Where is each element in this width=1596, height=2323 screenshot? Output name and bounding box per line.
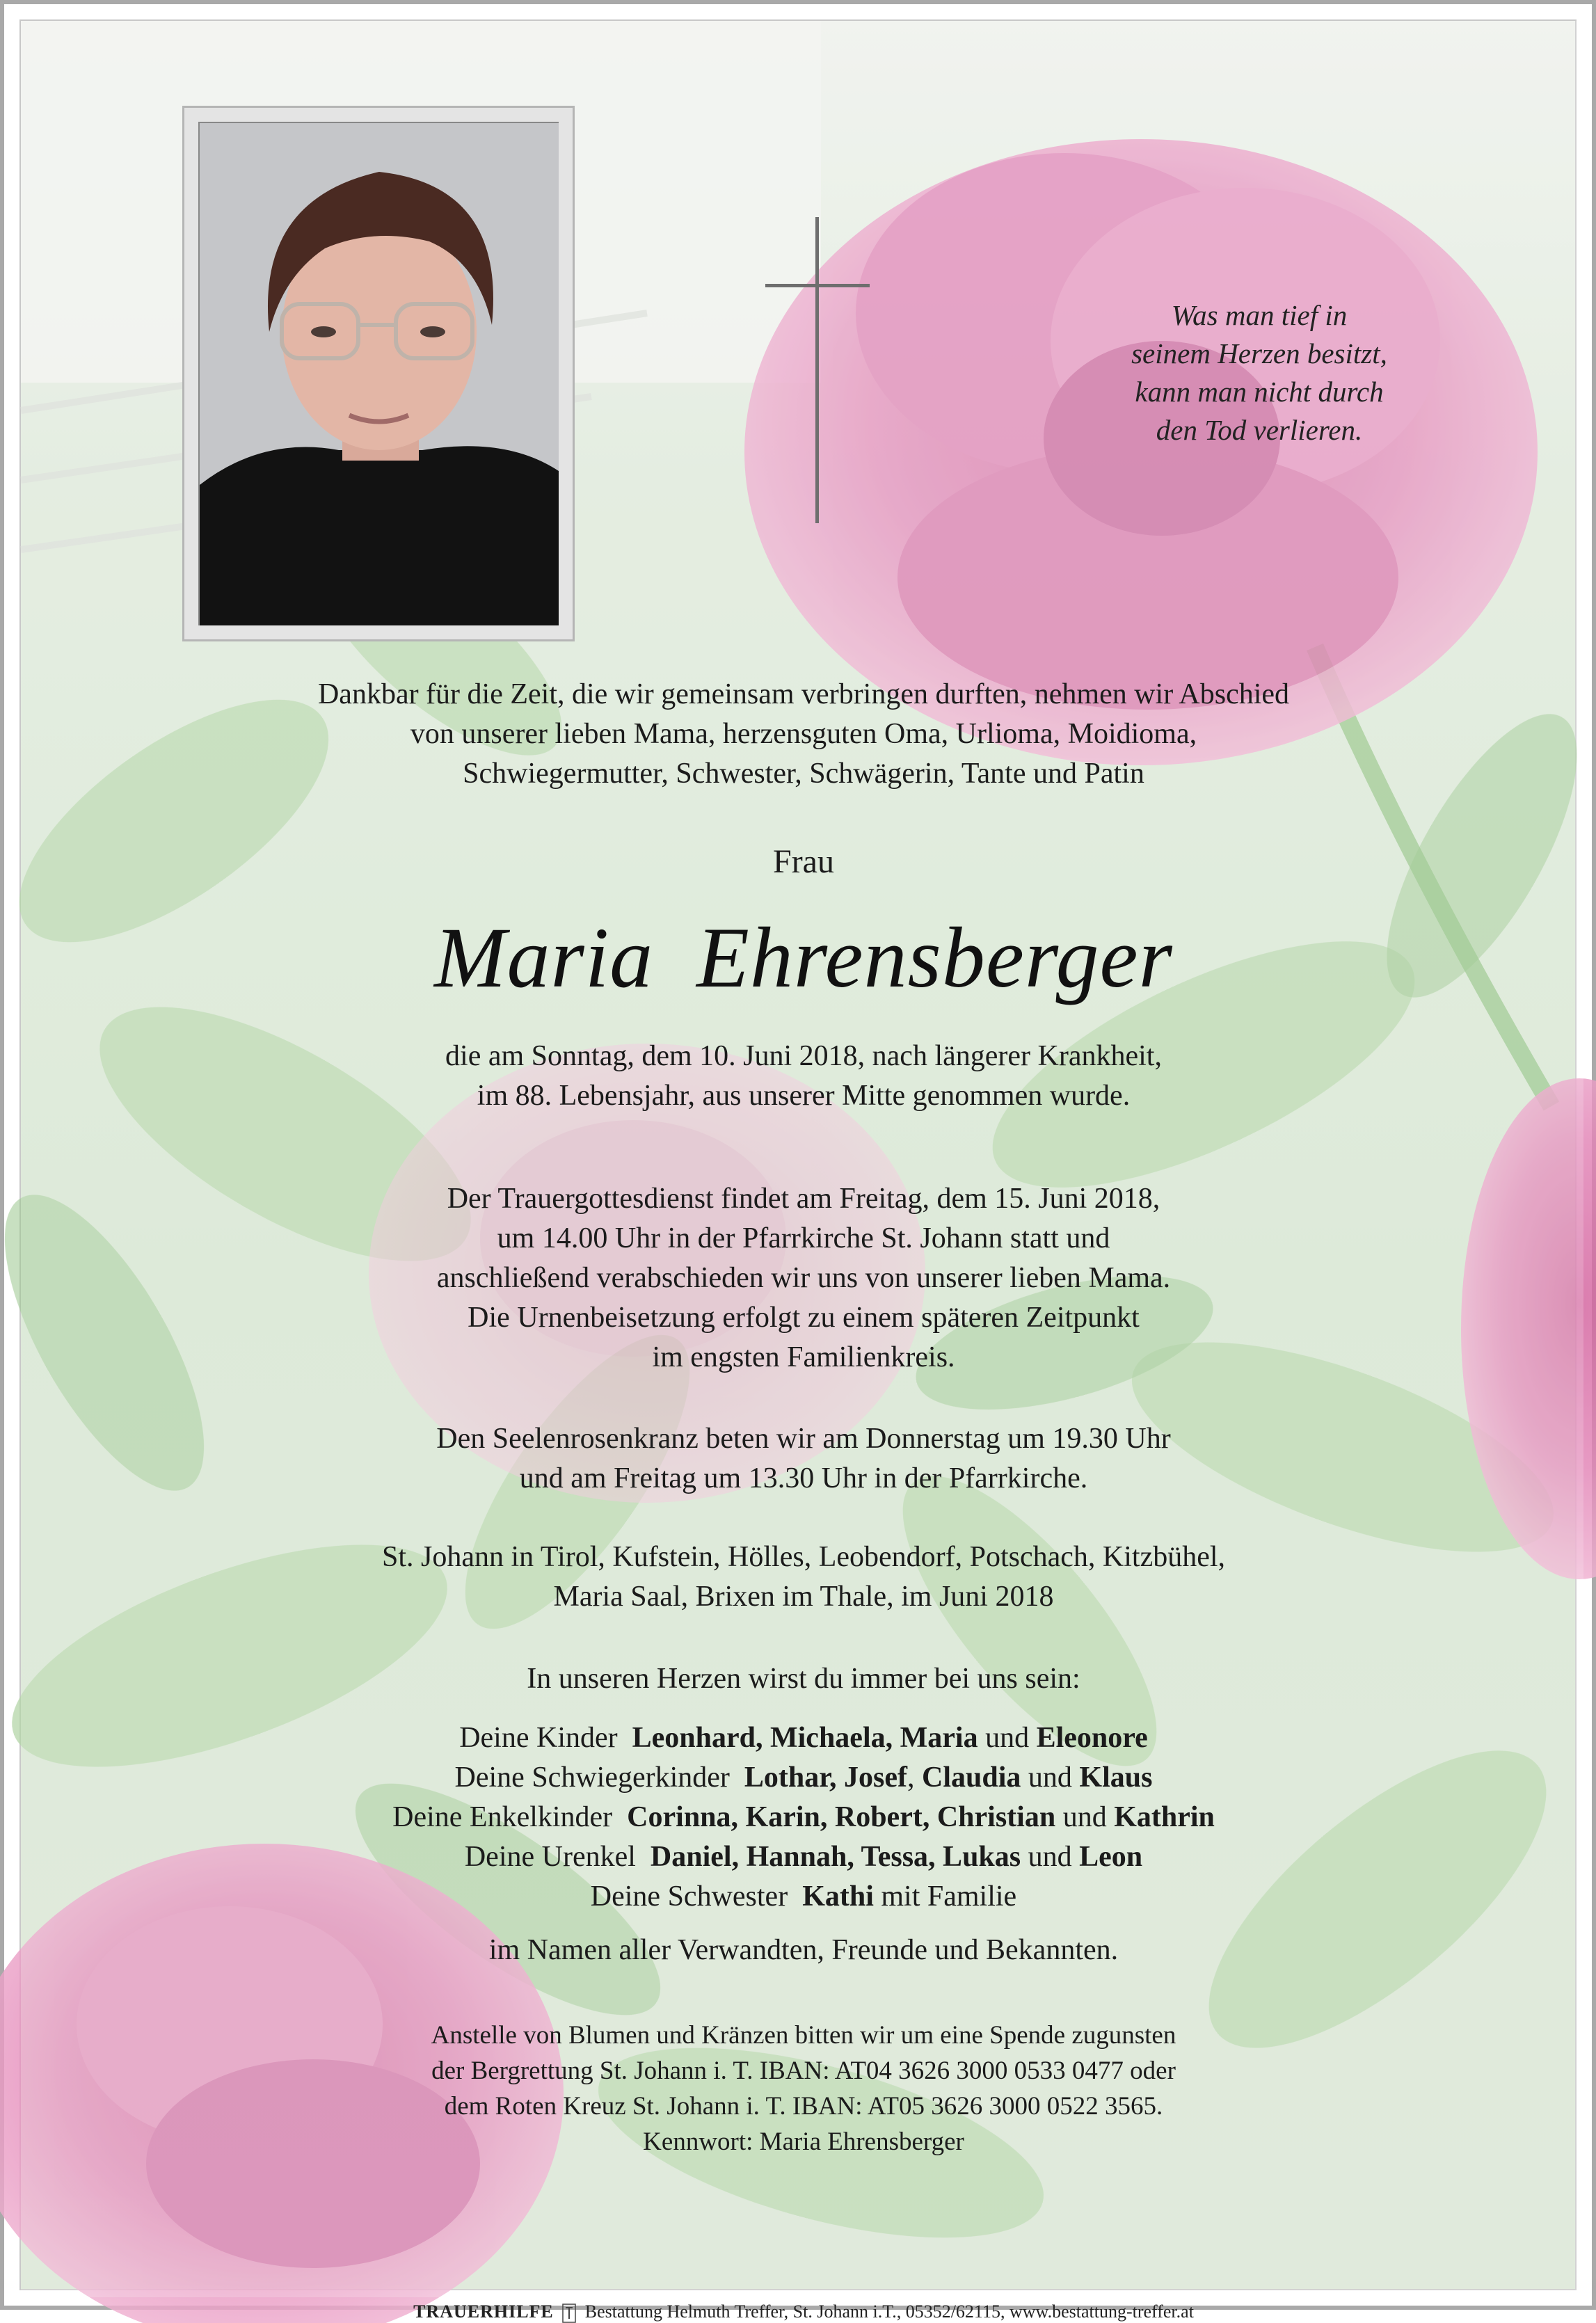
family-and: und — [1062, 1801, 1107, 1833]
rosary-notice — [21, 1419, 1586, 1499]
trauerhilfe-logo-icon — [562, 2304, 576, 2323]
service-line: Die Urnenbeisetzung erfolgt zu einem späteren Zeitpunkt — [468, 1302, 1140, 1334]
rosary-line: und am Freitag um 13.30 Uhr in der Pfarrkirche. — [519, 1462, 1088, 1494]
family-great-grandchildren — [21, 1837, 1586, 1877]
last-name: Ehrensberger — [696, 910, 1173, 1005]
intro-line: Schwiegermutter, Schwester, Schwägerin, Tante und Patin — [463, 758, 1144, 790]
family-and: und — [1028, 1841, 1072, 1873]
footer-brand: TRAUERHILFE — [413, 2301, 554, 2322]
hearts-line: In unseren Herzen wirst du immer bei uns sein: — [527, 1663, 1080, 1695]
family-name: Claudia — [922, 1762, 1021, 1794]
undertaker-footer — [21, 2301, 1586, 2323]
family-sister — [21, 1877, 1586, 1917]
family-names: Daniel, Hannah, Tessa, Lukas — [650, 1841, 1021, 1873]
card-area — [19, 19, 1577, 2322]
family-label: Deine Kinder — [459, 1722, 618, 1754]
quote-line: kann man nicht durch — [1135, 376, 1384, 408]
family-grandchildren — [21, 1798, 1586, 1837]
family-suffix: mit Familie — [881, 1881, 1017, 1913]
death-line: im 88. Lebensjahr, aus unserer Mitte genommen wurde. — [477, 1080, 1131, 1112]
funeral-service — [21, 1179, 1586, 1378]
family-label: Deine Schwiegerkinder — [454, 1762, 730, 1794]
family-and: und — [985, 1722, 1030, 1754]
portrait-photo — [198, 122, 559, 625]
portrait-frame — [182, 106, 575, 641]
service-line: im engsten Familienkreis. — [652, 1341, 955, 1373]
service-line: anschließend verabschieden wir uns von unserer lieben Mama. — [436, 1262, 1171, 1294]
family-names: Lothar, Josef — [744, 1762, 908, 1794]
family-separator: , — [907, 1762, 915, 1794]
donation-line: Anstelle von Blumen und Kränzen bitten wir um eine Spende zugunsten — [431, 2021, 1176, 2050]
places-line: St. Johann in Tirol, Kufstein, Hölles, Leobendorf, Potschach, Kitzbühel, — [381, 1541, 1226, 1573]
service-line: Der Trauergottesdienst findet am Freitag, dem 15. Juni 2018, — [447, 1183, 1160, 1215]
donation-notice — [21, 2018, 1586, 2160]
rosary-line: Den Seelenrosenkranz beten wir am Donnerstag um 19.30 Uhr — [436, 1423, 1171, 1455]
family-names: Corinna, Karin, Robert, Christian — [627, 1801, 1056, 1833]
donation-line: Kennwort: Maria Ehrensberger — [643, 2128, 964, 2156]
salutation-block — [21, 842, 1586, 881]
portrait-illustration — [200, 123, 559, 625]
family-label: Deine Urenkel — [464, 1841, 636, 1873]
quote-line: Was man tief in — [1171, 299, 1348, 331]
salutation: Frau — [773, 843, 834, 880]
first-name: Maria — [434, 910, 654, 1005]
footer-text: Bestattung Helmuth Treffer, St. Johann i.T., 05352/62115, www.bestattung-treffer.at — [584, 2301, 1194, 2322]
places-line: Maria Saal, Brixen im Thale, im Juni 2018 — [553, 1581, 1054, 1613]
family-name: Kathi — [802, 1881, 874, 1913]
intro-line: Dankbar für die Zeit, die wir gemeinsam verbringen durften, nehmen wir Abschied — [317, 678, 1290, 710]
places-date — [21, 1538, 1586, 1617]
death-notice — [21, 1037, 1586, 1116]
quote-line: den Tod verlieren. — [1156, 414, 1363, 446]
intro-line: von unserer lieben Mama, herzensguten Oma, Urlioma, Moidioma, — [410, 718, 1197, 750]
deceased-name — [21, 906, 1586, 1010]
family-last-name: Eleonore — [1036, 1722, 1148, 1754]
donation-line: der Bergrettung St. Johann i. T. IBAN: AT04 3626 3000 0533 0477 oder — [431, 2057, 1176, 2085]
family-last-name: Klaus — [1079, 1762, 1153, 1794]
family-label: Deine Schwester — [590, 1881, 788, 1913]
family-children — [21, 1718, 1586, 1758]
family-label: Deine Enkelkinder — [392, 1801, 613, 1833]
family-and: und — [1028, 1762, 1072, 1794]
relatives-line: im Namen aller Verwandten, Freunde und Bekannten. — [488, 1934, 1119, 1966]
death-line: die am Sonntag, dem 10. Juni 2018, nach längerer Krankheit, — [445, 1040, 1162, 1072]
family-names: Leonhard, Michaela, Maria — [632, 1722, 978, 1754]
cross-icon — [765, 217, 870, 523]
quote-line: seinem Herzen besitzt, — [1131, 337, 1387, 369]
family-last-name: Kathrin — [1114, 1801, 1215, 1833]
family-last-name: Leon — [1079, 1841, 1143, 1873]
service-line: um 14.00 Uhr in der Pfarrkirche St. Johann statt und — [497, 1222, 1110, 1254]
hearts-line-block — [21, 1659, 1586, 1699]
family-list — [21, 1718, 1586, 1917]
family-in-laws — [21, 1758, 1586, 1798]
relatives-block — [21, 1931, 1586, 1970]
memorial-quote — [1037, 296, 1482, 449]
intro-text — [21, 675, 1586, 794]
donation-line: dem Roten Kreuz St. Johann i. T. IBAN: AT05 3626 3000 0522 3565. — [444, 2092, 1163, 2121]
